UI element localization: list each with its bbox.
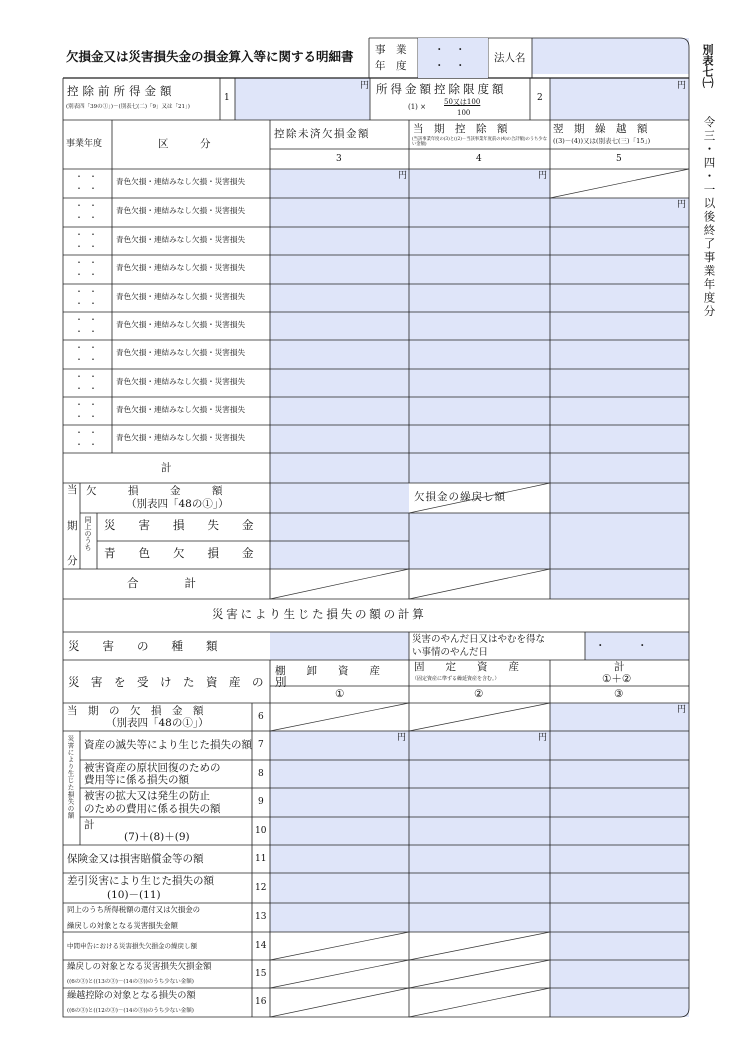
row-col5-field[interactable]: [550, 227, 689, 255]
line-col1-field[interactable]: [270, 873, 409, 903]
disaster-end-label: 災害のやんだ日又はやむを得ない事情のやんだ日: [412, 634, 546, 658]
yen-unit: 円: [360, 81, 370, 91]
year-dots: ・・: [75, 201, 103, 210]
line-label: 繰越控除の対象となる損失の額: [67, 990, 196, 1001]
year-dots: ・・: [75, 372, 103, 381]
line-label: 被害の拡大又は発生の防止: [84, 790, 210, 802]
col-5-num: 5: [616, 154, 622, 164]
yen-unit: 円: [397, 733, 407, 743]
year-dots: ・・: [75, 384, 103, 393]
row-col5-field[interactable]: [550, 312, 689, 340]
year-dots: ・・: [75, 213, 103, 222]
row-col4-field[interactable]: [409, 284, 550, 312]
kurimodoshi-label: 欠損金の繰戻し額: [414, 491, 506, 503]
date-dots-bottom: ・ ・: [434, 60, 466, 72]
line-col1-field[interactable]: [270, 731, 409, 760]
field-2[interactable]: [550, 78, 689, 120]
line-sub: (10)－(11): [107, 888, 161, 901]
row-kubun-label: 青色欠損・連結みなし欠損・災害損失: [116, 177, 246, 186]
col-3-label: 控除未済欠損金額: [274, 128, 370, 140]
line-sub: （別表四「48の①」）: [106, 716, 209, 729]
line-number: 7: [258, 740, 264, 750]
line-sub: 繰戻しの対象となる災害損失金額: [67, 920, 178, 930]
row-kubun-label: 青色欠損・連結みなし欠損・災害損失: [116, 405, 246, 414]
row-year-field[interactable]: [63, 284, 112, 312]
row-col5-field[interactable]: [550, 397, 689, 425]
line-col2-field[interactable]: [409, 932, 550, 960]
line-sub: 費用等に係る損失の額: [84, 773, 189, 786]
kesson-label: 欠 損 金 額: [86, 485, 223, 497]
line-col3-field[interactable]: [550, 960, 689, 988]
line-number: 10: [255, 825, 267, 836]
col-4-num: 4: [476, 154, 482, 164]
corp-name-label: 法人名: [494, 52, 526, 64]
row-year-field[interactable]: [63, 340, 112, 369]
line-label: 中間申告における災害損失欠損金の繰戻し額: [67, 941, 197, 950]
row-col4-field[interactable]: [409, 369, 550, 397]
line-sub: ((6の③)と((12の③)－(14の③))のうち少ない金額): [67, 1007, 194, 1014]
aoiro-loss-label: 青 色 欠 損 金: [104, 546, 254, 560]
line-col1-field[interactable]: [270, 960, 409, 988]
row-kubun-label: 青色欠損・連結みなし欠損・災害損失: [116, 235, 246, 244]
kotei-header: 固 定 資 産: [414, 661, 519, 673]
col-5-sub: ((3)－(4))又は(別表七(三)「15」): [553, 137, 651, 145]
line-col2-field[interactable]: [409, 988, 550, 1017]
line-col3-field[interactable]: [550, 873, 689, 903]
year-dots: ・・: [75, 242, 103, 251]
year-dots: ・・: [75, 230, 103, 239]
col-marker-2: ②: [474, 688, 484, 700]
row-col5-field[interactable]: [550, 369, 689, 397]
line-label: 被害資産の原状回復のための: [84, 762, 221, 774]
year-dots: ・・: [75, 270, 103, 279]
col-year: 事業年度: [66, 139, 103, 149]
yen-unit: 円: [677, 200, 687, 210]
row-col3-field[interactable]: [270, 425, 409, 453]
biz-year-label: 事 業: [375, 44, 407, 56]
year-dots: ・・: [75, 428, 103, 437]
row2-formula: (1) ×: [408, 103, 427, 111]
line-col2-field[interactable]: [409, 703, 550, 731]
loss-vertical-label: 災害により生じた損失の額: [66, 735, 75, 819]
row-col4-field[interactable]: [409, 425, 550, 453]
row-col5-field[interactable]: [550, 425, 689, 453]
year-dots: ・・: [75, 327, 103, 336]
line-col3-field[interactable]: [550, 903, 689, 932]
year-dots: ・・: [75, 412, 103, 421]
line-col3-field[interactable]: [550, 817, 689, 845]
corp-name-field[interactable]: [532, 38, 689, 78]
year-dots: ・・: [75, 355, 103, 364]
line-number: 16: [255, 997, 267, 1007]
line-label: 当 期 の 欠 損 金 額: [67, 705, 204, 717]
row-kubun-label: 青色欠損・連結みなし欠損・災害損失: [116, 348, 246, 357]
line-number: 6: [258, 711, 264, 722]
row-col3-field[interactable]: [270, 169, 409, 198]
line-number: 9: [258, 797, 264, 807]
line-col2-field[interactable]: [409, 873, 550, 903]
row-col4-field[interactable]: [409, 198, 550, 227]
row-col4-field[interactable]: [409, 397, 550, 425]
row-year-field[interactable]: [63, 369, 112, 397]
row-kubun-label: 青色欠損・連結みなし欠損・災害損失: [116, 292, 246, 301]
line-number: 15: [255, 968, 267, 979]
line-number: 14: [255, 940, 267, 951]
disaster-type-label: 災 害 の 種 類: [68, 639, 218, 653]
year-dots: ・・: [75, 343, 103, 352]
line-label: 保険金又は損害賠償金等の額: [67, 852, 204, 865]
line-number: 13: [255, 912, 267, 922]
biz-year-label-2: 年 度: [375, 60, 407, 72]
row1-sub: (別表四「39の①」)－(別表七(二)「9」又は「21」): [66, 104, 190, 110]
line-col2-field[interactable]: [409, 845, 550, 873]
total-header: 計: [614, 661, 625, 673]
row2-frac-bot: 100: [457, 109, 471, 117]
row-col4-field[interactable]: [409, 227, 550, 255]
row-col3-field[interactable]: [270, 312, 409, 340]
saigai-loss-label: 災 害 損 失 金: [104, 518, 254, 532]
yen-unit: 円: [538, 171, 548, 181]
line-label: 同上のうち所得税額の還付又は欠損金の: [67, 905, 201, 914]
row2-frac-top: 50又は100: [444, 98, 481, 106]
disaster-heading: 災害により生じた損失の額の計算: [212, 607, 427, 621]
year-dots: ・・: [75, 400, 103, 409]
total-label: 計: [161, 462, 172, 474]
year-dots: ・・: [75, 315, 103, 324]
row-col5-field[interactable]: [550, 198, 689, 227]
line-col2-field[interactable]: [409, 903, 550, 932]
disaster-type-field[interactable]: [270, 632, 409, 660]
year-dots: ・・: [75, 184, 103, 193]
year-dots: ・・: [75, 299, 103, 308]
line-col1-field[interactable]: [270, 703, 409, 731]
form-title: 欠損金又は災害損失金の損金算入等に関する明細書: [66, 49, 354, 64]
line-col3-field[interactable]: [550, 932, 689, 960]
row-col4-field[interactable]: [409, 340, 550, 369]
yen-unit: 円: [677, 81, 687, 91]
yen-unit: 円: [677, 705, 687, 715]
row-kubun-label: 青色欠損・連結みなし欠損・災害損失: [116, 433, 246, 442]
year-dots: ・・: [75, 287, 103, 296]
line-col1-field[interactable]: [270, 788, 409, 817]
tanaoroshi-header: 棚 卸 資 産: [275, 665, 380, 677]
asset-kind-label: 災 害 を 受 け た 資 産 の 別: [68, 675, 287, 689]
row-year-field[interactable]: [63, 425, 112, 453]
touki-label-1: 当: [67, 484, 78, 496]
row-kubun-label: 青色欠損・連結みなし欠損・災害損失: [116, 377, 246, 386]
year-dots: ・・: [75, 258, 103, 267]
row-year-field[interactable]: [63, 227, 112, 255]
line-col2-field[interactable]: [409, 788, 550, 817]
col-5-label: 翌 期 繰 越 額: [553, 123, 648, 135]
goukei-label: 合 計: [127, 576, 196, 590]
disaster-end-dots: ・ ・: [595, 640, 648, 652]
row-year-field[interactable]: [63, 312, 112, 340]
row-col3-field[interactable]: [270, 255, 409, 284]
line-col1-field[interactable]: [270, 988, 409, 1017]
row-col3-field[interactable]: [270, 397, 409, 425]
line-col3-field[interactable]: [550, 988, 689, 1017]
line-col3-field[interactable]: [550, 760, 689, 788]
line-col1-field[interactable]: [270, 932, 409, 960]
side-period: 令三・四・一以後終了事業年度分: [702, 116, 717, 319]
total-formula: ①＋②: [602, 673, 632, 685]
row1-num: 1: [224, 93, 230, 103]
line-sub: (7)＋(8)＋(9): [124, 830, 190, 843]
line-col2-field[interactable]: [409, 960, 550, 988]
row2-label: 所得金額控除限度額: [376, 82, 507, 96]
date-dots-top: ・ ・: [434, 44, 466, 56]
year-dots: ・・: [75, 440, 103, 449]
col-4-sub: (当該事業年度の(3)と((2)－当該事業年度前の(4)の合計額)のうち少ない金額): [412, 137, 548, 148]
row-year-field[interactable]: [63, 397, 112, 425]
line-col1-field[interactable]: [270, 817, 409, 845]
row-col5-field[interactable]: [550, 255, 689, 284]
touki-label-3: 分: [67, 555, 78, 567]
col-marker-3: ③: [614, 688, 624, 700]
row-col3-field[interactable]: [270, 340, 409, 369]
line-label: 繰戻しの対象となる災害損失欠損金額: [67, 962, 212, 972]
yen-unit: 円: [398, 171, 408, 181]
row-kubun-label: 青色欠損・連結みなし欠損・災害損失: [116, 263, 246, 272]
side-form-number: 別表七㈠: [701, 44, 714, 88]
col-3-num: 3: [336, 154, 342, 164]
line-col3-field[interactable]: [550, 788, 689, 817]
row1-label: 控除前所得金額: [67, 84, 176, 98]
line-sub: ((6の③)と((13の③)－(14の③))のうち少ない金額): [67, 978, 194, 985]
yen-unit: 円: [538, 733, 548, 743]
line-col3-field[interactable]: [550, 731, 689, 760]
kotei-sub: （固定資産に準ずる繰延資産を含む。）: [412, 676, 500, 682]
disaster-end-date-field[interactable]: [585, 632, 689, 660]
kesson-sub: （別表四「48の①」）: [126, 498, 229, 510]
doujou-label: 同上のうち: [84, 516, 92, 551]
row-col5-field[interactable]: [550, 284, 689, 312]
row-year-field[interactable]: [63, 198, 112, 227]
row-kubun-label: 青色欠損・連結みなし欠損・災害損失: [116, 320, 246, 329]
row-col4-field[interactable]: [409, 255, 550, 284]
touki-label-2: 期: [67, 520, 78, 532]
year-dots: ・・: [75, 172, 103, 181]
row-year-field[interactable]: [63, 255, 112, 284]
row-col3-field[interactable]: [270, 284, 409, 312]
row2-num: 2: [537, 93, 543, 103]
line-col3-field[interactable]: [550, 845, 689, 873]
line-col2-field[interactable]: [409, 731, 550, 760]
field-1[interactable]: [235, 78, 370, 120]
row-col5-field[interactable]: [550, 340, 689, 369]
row-col4-field[interactable]: [409, 312, 550, 340]
row-col4-field[interactable]: [409, 169, 550, 198]
line-number: 8: [258, 768, 264, 779]
line-col1-field[interactable]: [270, 845, 409, 873]
line-label: 資産の滅失等により生じた損失の額: [84, 739, 252, 752]
col-kubun: 区 分: [158, 138, 211, 150]
line-number: 11: [255, 853, 267, 864]
line-sub: のための費用に係る損失の額: [84, 802, 221, 815]
line-col1-field[interactable]: [270, 760, 409, 788]
line-col2-field[interactable]: [409, 817, 550, 845]
line-col2-field[interactable]: [409, 760, 550, 788]
row-year-field[interactable]: [63, 169, 112, 198]
row-kubun-label: 青色欠損・連結みなし欠損・災害損失: [116, 206, 246, 215]
line-label: 差引災害により生じた損失の額: [67, 875, 214, 887]
row-col3-field[interactable]: [270, 369, 409, 397]
row-col3-field[interactable]: [270, 227, 409, 255]
line-number: 12: [255, 882, 267, 893]
col-marker-1: ①: [335, 688, 345, 700]
line-label: 計: [84, 819, 95, 831]
row-col3-field[interactable]: [270, 198, 409, 227]
line-col3-field[interactable]: [550, 703, 689, 731]
col-4-label: 当 期 控 除 額: [413, 123, 508, 135]
line-col1-field[interactable]: [270, 903, 409, 932]
